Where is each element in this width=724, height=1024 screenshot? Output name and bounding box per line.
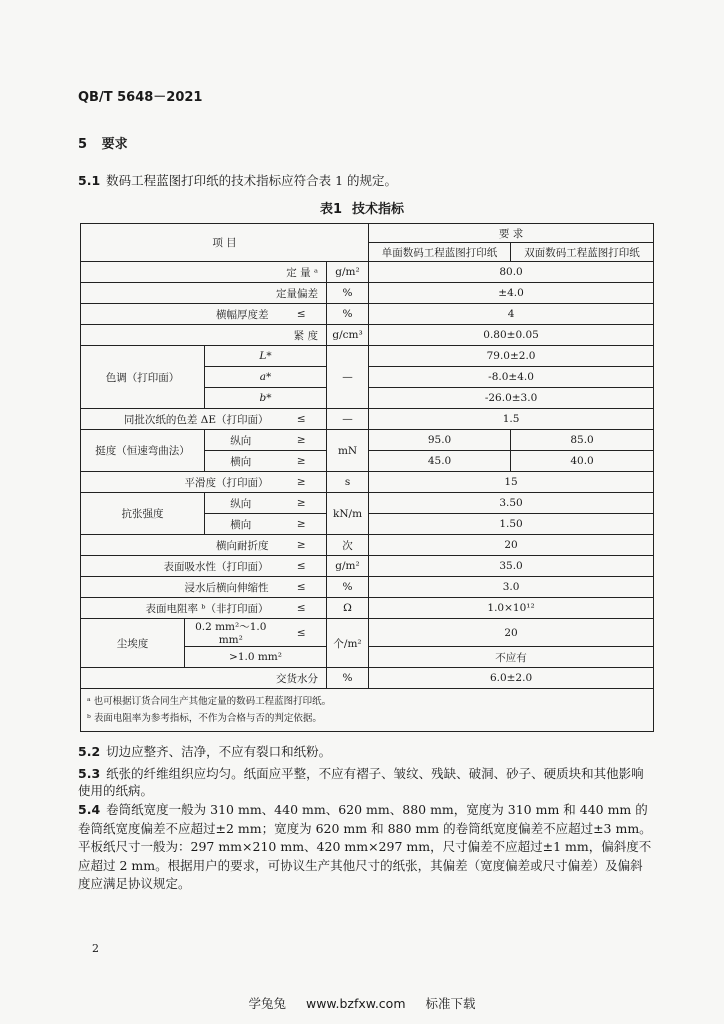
table-notes-row xyxy=(81,689,654,732)
row-value: 3.50 xyxy=(369,493,654,514)
table-row xyxy=(81,262,654,283)
header-double: 双面数码工程蓝图打印纸 xyxy=(511,243,654,262)
row-label: 同批次纸的色差 ΔE（打印面） xyxy=(81,409,277,430)
header-single: 单面数码工程蓝图打印纸 xyxy=(369,243,511,262)
clause-text: 数码工程蓝图打印纸的技术指标应符合表 1 的规定。 xyxy=(106,173,398,188)
row-value: 3.0 xyxy=(369,577,654,598)
sub-label: a* xyxy=(205,367,327,388)
row-label: 挺度（恒速弯曲法） xyxy=(81,430,205,472)
table-row xyxy=(81,346,654,367)
row-unit: Ω xyxy=(327,598,369,619)
row-unit: g/cm³ xyxy=(327,325,369,346)
clause-number: 5.3 xyxy=(78,766,101,781)
row-label: 横幅厚度差 xyxy=(81,304,277,325)
table-header-row xyxy=(81,224,654,243)
clause-5-3 xyxy=(78,765,653,799)
row-comparator: ≥ xyxy=(277,430,327,451)
table-note-a: ᵃ 也可根据订货合同生产其他定量的数码工程蓝图打印纸。 xyxy=(87,696,332,707)
row-value: 不应有 xyxy=(369,647,654,668)
section-heading xyxy=(78,133,128,152)
row-label: 交货水分 xyxy=(81,668,327,689)
row-label: 定 量 ᵃ xyxy=(81,262,327,283)
table-row xyxy=(81,472,654,493)
row-label: 尘埃度 xyxy=(81,619,185,668)
row-value: -26.0±3.0 xyxy=(369,388,654,409)
clause-number: 5.4 xyxy=(78,802,101,817)
table-row xyxy=(81,304,654,325)
row-value: 20 xyxy=(369,535,654,556)
row-unit: 个/m² xyxy=(327,619,369,668)
footer-site: 学兔兔 xyxy=(248,996,286,1011)
table-row xyxy=(81,577,654,598)
row-value-single: 95.0 xyxy=(369,430,511,451)
clause-number: 5.2 xyxy=(78,744,101,759)
row-comparator: ≥ xyxy=(277,493,327,514)
row-label: 紧 度 xyxy=(81,325,327,346)
row-label: 色调（打印面） xyxy=(81,346,205,409)
clause-text: 纸张的纤维组织应均匀。纸面应平整，不应有褶子、皱纹、残缺、破洞、砂子、硬质块和其他影响使用的纸病。 xyxy=(78,766,644,798)
row-value: 4 xyxy=(369,304,654,325)
row-value: 6.0±2.0 xyxy=(369,668,654,689)
header-item: 项 目 xyxy=(81,224,369,262)
header-requirement: 要 求 xyxy=(369,224,654,243)
row-value: 20 xyxy=(369,619,654,647)
tech-spec-table xyxy=(80,223,654,732)
table-row xyxy=(81,409,654,430)
sub-label: 横向 xyxy=(205,514,277,535)
row-value: 79.0±2.0 xyxy=(369,346,654,367)
sub-label: 纵向 xyxy=(205,430,277,451)
row-label: 抗张强度 xyxy=(81,493,205,535)
section-title: 要求 xyxy=(101,137,128,152)
row-comparator: ≥ xyxy=(277,514,327,535)
standard-code: QB/T 5648－2021 xyxy=(78,90,203,105)
row-unit: % xyxy=(327,304,369,325)
row-unit: mN xyxy=(327,430,369,472)
clause-5-4 xyxy=(78,801,653,894)
footer-url[interactable]: www.bzfxw.com xyxy=(305,996,406,1011)
row-value-single: 45.0 xyxy=(369,451,511,472)
row-label: 平滑度（打印面） xyxy=(81,472,277,493)
table-row xyxy=(81,325,654,346)
row-unit: 次 xyxy=(327,535,369,556)
sub-label: b* xyxy=(205,388,327,409)
row-unit: % xyxy=(327,283,369,304)
sub-label: 0.2 mm²～1.0 mm² xyxy=(185,619,277,647)
row-label: 定量偏差 xyxy=(81,283,327,304)
row-comparator: ≤ xyxy=(277,556,327,577)
row-unit: g/m² xyxy=(327,262,369,283)
clause-5-1 xyxy=(78,172,653,189)
table-row xyxy=(81,668,654,689)
row-unit: % xyxy=(327,668,369,689)
clause-number: 5.1 xyxy=(78,173,101,188)
table-row xyxy=(81,619,654,647)
row-value: -8.0±4.0 xyxy=(369,367,654,388)
row-label: 浸水后横向伸缩性 xyxy=(81,577,277,598)
sub-label: L* xyxy=(205,346,327,367)
footer-watermark xyxy=(0,994,724,1012)
table-caption-number: 表1 xyxy=(319,202,343,217)
row-comparator: ≥ xyxy=(277,451,327,472)
page-number: 2 xyxy=(92,942,99,955)
table-row xyxy=(81,493,654,514)
row-unit: s xyxy=(327,472,369,493)
row-value: 1.0×10¹² xyxy=(369,598,654,619)
row-unit: — xyxy=(327,409,369,430)
row-unit: kN/m xyxy=(327,493,369,535)
table-row xyxy=(81,556,654,577)
clause-text: 卷筒纸宽度一般为 310 mm、440 mm、620 mm、880 mm，宽度为 310 mm 和 440 mm 的卷筒纸宽度偏差不应超过±2 mm；宽度为 620 mm 和 880 mm 的卷筒纸宽度偏差不应超过±3 mm。平板纸尺寸一般为：297 mm×210 mm、420 mm×297 mm，尺寸偏差不应超过±1 mm，偏斜度不应超过 2 mm。根据用户的要求，可协议生产其他尺寸的纸张，其偏差（宽度偏差或尺寸偏差）及偏斜度应满足协议规定。 xyxy=(78,802,652,891)
row-value: ±4.0 xyxy=(369,283,654,304)
sub-label: 纵向 xyxy=(205,493,277,514)
clause-5-2 xyxy=(78,743,653,760)
table-notes xyxy=(81,689,654,732)
row-unit: — xyxy=(327,346,369,409)
table-row xyxy=(81,430,654,451)
row-comparator: ≤ xyxy=(277,619,327,647)
table-row xyxy=(81,283,654,304)
row-comparator: ≤ xyxy=(277,577,327,598)
row-label: 表面吸水性（打印面） xyxy=(81,556,277,577)
row-unit: g/m² xyxy=(327,556,369,577)
row-value: 1.5 xyxy=(369,409,654,430)
table-row xyxy=(81,598,654,619)
footer-tagline: 标准下载 xyxy=(425,996,476,1011)
row-comparator: ≤ xyxy=(277,598,327,619)
row-label: 表面电阻率 ᵇ（非打印面） xyxy=(81,598,277,619)
sub-label: >1.0 mm² xyxy=(185,647,327,668)
row-comparator: ≤ xyxy=(277,409,327,430)
row-value: 1.50 xyxy=(369,514,654,535)
row-value-double: 40.0 xyxy=(511,451,654,472)
table-note-b: ᵇ 表面电阻率为参考指标，不作为合格与否的判定依据。 xyxy=(87,713,322,724)
row-value-double: 85.0 xyxy=(511,430,654,451)
row-value: 0.80±0.05 xyxy=(369,325,654,346)
table-row xyxy=(81,535,654,556)
table-caption-title: 技术指标 xyxy=(352,202,405,217)
row-comparator: ≤ xyxy=(277,304,327,325)
row-label: 横向耐折度 xyxy=(81,535,277,556)
sub-label: 横向 xyxy=(205,451,277,472)
row-value: 15 xyxy=(369,472,654,493)
clause-text: 切边应整齐、洁净，不应有裂口和纸粉。 xyxy=(106,744,332,759)
row-value: 80.0 xyxy=(369,262,654,283)
table-caption xyxy=(0,198,724,217)
row-unit: % xyxy=(327,577,369,598)
row-comparator: ≥ xyxy=(277,472,327,493)
section-number: 5 xyxy=(78,137,88,152)
row-value: 35.0 xyxy=(369,556,654,577)
row-comparator: ≥ xyxy=(277,535,327,556)
